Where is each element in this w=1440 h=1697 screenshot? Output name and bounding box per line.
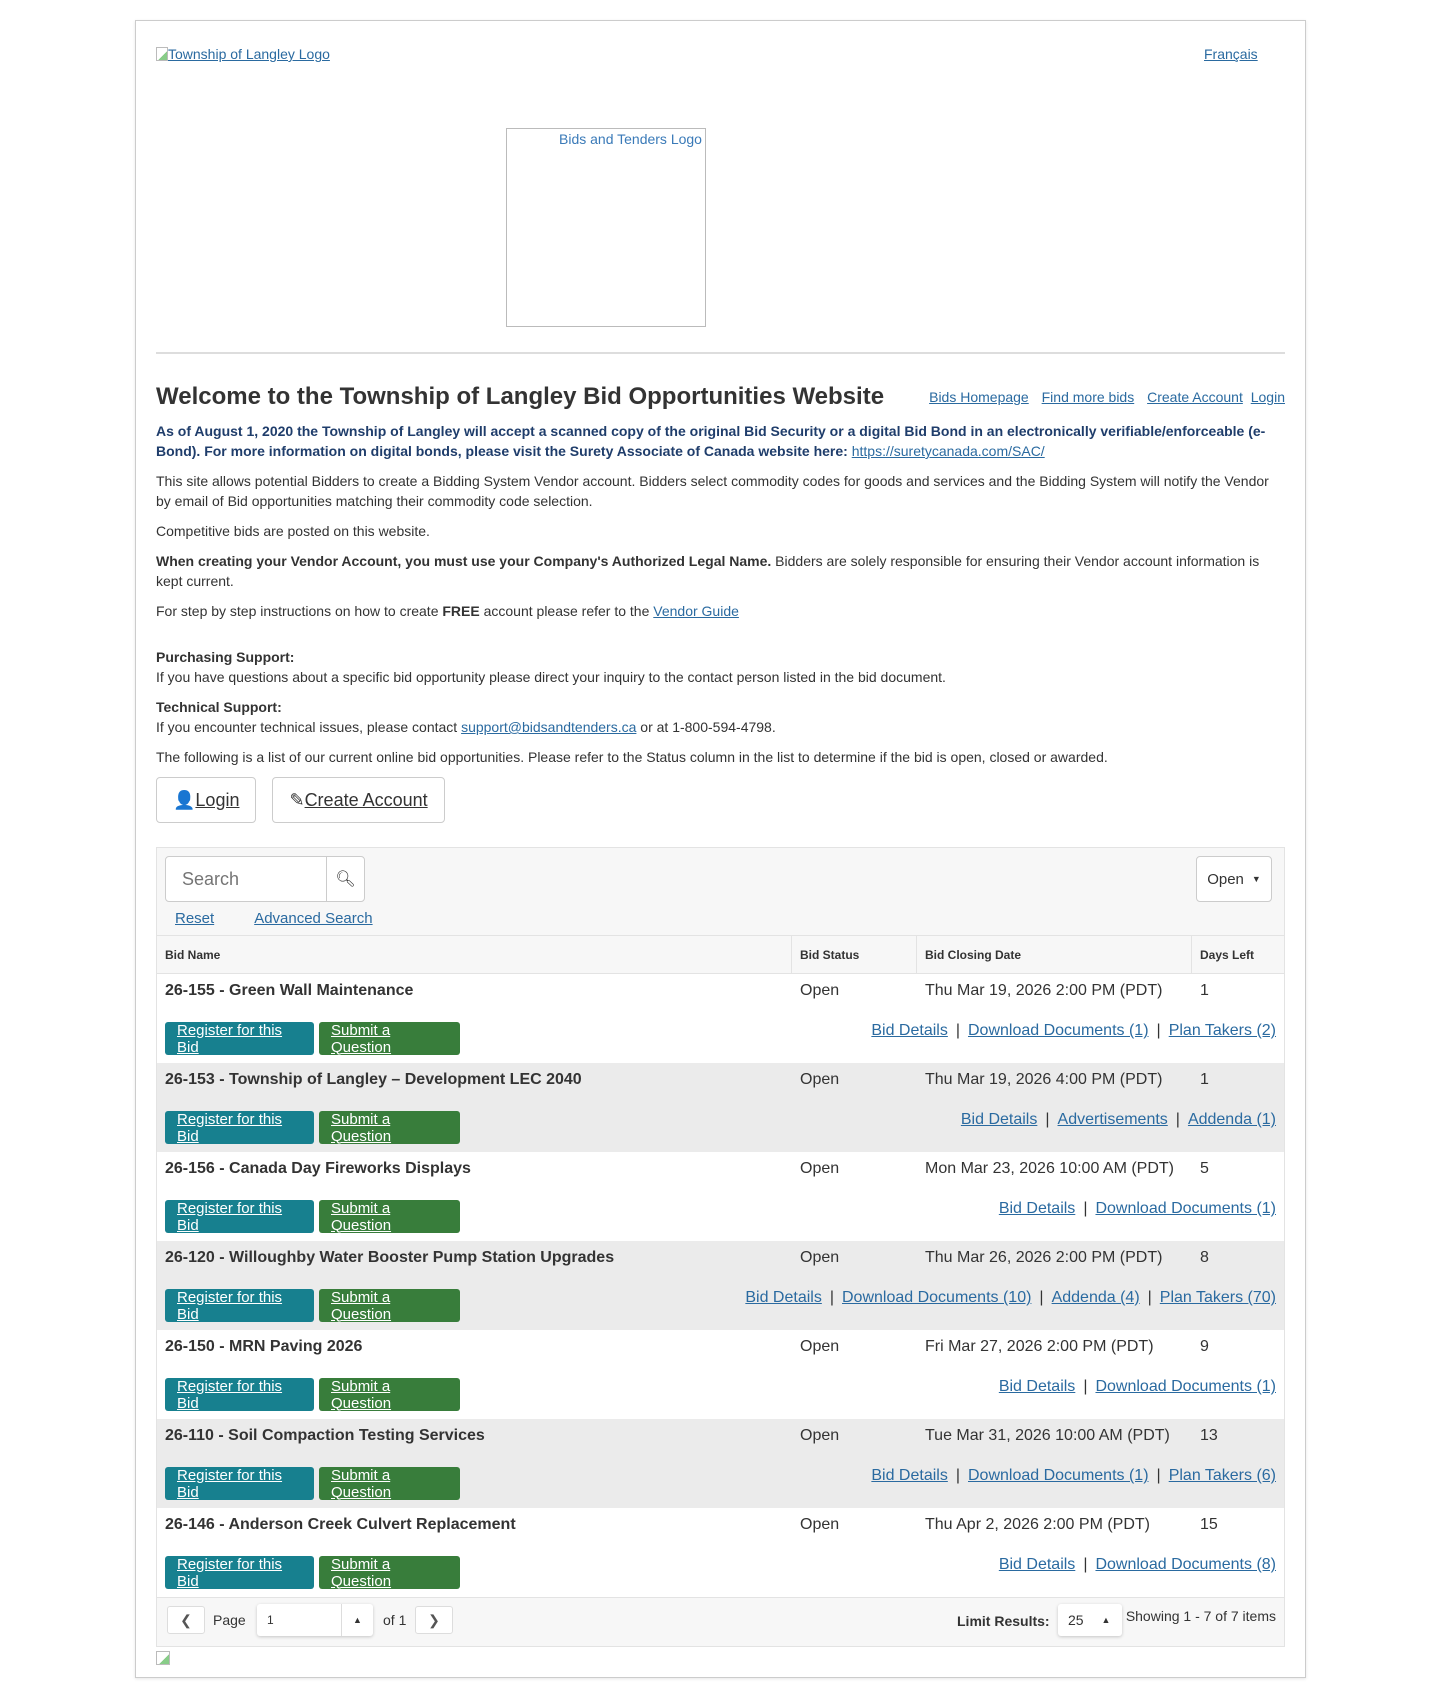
bid-status: Open bbox=[800, 1249, 840, 1266]
table-row bbox=[157, 1152, 1284, 1241]
bid-name: 26-150 - MRN Paving 2026 bbox=[165, 1338, 363, 1355]
broken-image-icon bbox=[156, 1651, 170, 1665]
separator: | bbox=[1156, 1467, 1161, 1484]
register-bid-button[interactable]: Register for this Bid bbox=[165, 1111, 314, 1144]
separator: | bbox=[955, 1022, 960, 1039]
bid-name: 26-155 - Green Wall Maintenance bbox=[165, 982, 414, 999]
row-link[interactable]: Download Documents (1) bbox=[968, 1022, 1149, 1039]
top-nav bbox=[920, 387, 1285, 407]
row-link[interactable]: Download Documents (10) bbox=[842, 1289, 1032, 1306]
row-link[interactable]: Bid Details bbox=[745, 1289, 822, 1306]
ebond-notice: As of August 1, 2020 the Township of Langley will accept a scanned copy of the original Bid Security or a digital Bid Bond in an electronically verifiable/enforceable (e-Bond). For more information on digital bonds, please visit the Surety Associate of Canada website here: https://suretycanada.com/SAC/ bbox=[156, 423, 1266, 459]
bid-status: Open bbox=[800, 1516, 840, 1533]
vendor-guide-link[interactable]: Vendor Guide bbox=[653, 603, 739, 619]
bid-closing-date: Thu Apr 2, 2026 2:00 PM (PDT) bbox=[925, 1516, 1150, 1533]
register-bid-button[interactable]: Register for this Bid bbox=[165, 1200, 314, 1233]
language-link-francais[interactable]: Français bbox=[1204, 46, 1258, 62]
chevron-left-icon: ❮ bbox=[180, 1611, 192, 1628]
row-link[interactable]: Download Documents (1) bbox=[1095, 1200, 1276, 1217]
bid-name: 26-153 - Township of Langley – Development LEC 2040 bbox=[165, 1071, 582, 1088]
surety-canada-link[interactable]: https://suretycanada.com/SAC/ bbox=[851, 443, 1045, 459]
row-link[interactable]: Plan Takers (70) bbox=[1159, 1289, 1276, 1306]
row-link[interactable]: Bid Details bbox=[871, 1022, 948, 1039]
row-link[interactable]: Bid Details bbox=[998, 1378, 1076, 1395]
bid-closing-date: Tue Mar 31, 2026 10:00 AM (PDT) bbox=[925, 1427, 1170, 1444]
bid-links bbox=[999, 1200, 1276, 1218]
row-link[interactable]: Plan Takers (6) bbox=[1168, 1467, 1276, 1484]
days-left: 8 bbox=[1200, 1249, 1209, 1266]
bid-name: 26-156 - Canada Day Fireworks Displays bbox=[165, 1160, 471, 1177]
vendor-guide-text: For step by step instructions on how to create FREE account please refer to the Vendor Guide bbox=[156, 603, 739, 619]
days-left: 5 bbox=[1200, 1160, 1209, 1177]
caret-up-icon: ▲ bbox=[353, 1615, 362, 1625]
days-left: 9 bbox=[1200, 1338, 1209, 1355]
separator: | bbox=[1175, 1111, 1180, 1128]
register-bid-button[interactable]: Register for this Bid bbox=[165, 1378, 314, 1411]
bid-links bbox=[871, 1022, 1276, 1040]
row-link[interactable]: Bid Details bbox=[871, 1467, 948, 1484]
separator: | bbox=[1147, 1289, 1152, 1306]
bids-and-tenders-logo: Bids and Tenders Logo bbox=[506, 128, 706, 327]
page-title: Welcome to the Township of Langley Bid Opportunities Website bbox=[156, 383, 885, 410]
broken-image-icon bbox=[156, 47, 168, 61]
days-left: 13 bbox=[1200, 1427, 1218, 1444]
vendor-account-note: When creating your Vendor Account, you must use your Company's Authorized Legal Name. Bidders are solely responsible for ensuring their Vendor account information is kept current. bbox=[156, 553, 1260, 589]
separator: | bbox=[1083, 1378, 1088, 1395]
limit-results-label: Limit Results: bbox=[957, 1613, 1050, 1629]
bid-status: Open bbox=[800, 1071, 840, 1088]
register-bid-button[interactable]: Register for this Bid bbox=[165, 1022, 314, 1055]
separator: | bbox=[1039, 1289, 1044, 1306]
column-bid-status[interactable]: Bid Status bbox=[792, 936, 917, 973]
list-intro-text: The following is a list of our current online bid opportunities. Please refer to the Status column in the list to determine if the bid is open, closed or awarded. bbox=[156, 749, 1108, 765]
search-button[interactable] bbox=[326, 857, 364, 901]
days-left: 1 bbox=[1200, 982, 1209, 999]
separator: | bbox=[1083, 1556, 1088, 1573]
submit-question-button[interactable]: Submit a Question bbox=[319, 1467, 460, 1500]
bid-status: Open bbox=[800, 1427, 840, 1444]
register-bid-button[interactable]: Register for this Bid bbox=[165, 1556, 314, 1589]
table-row bbox=[157, 1063, 1284, 1152]
page-input[interactable]: 1 ▲ bbox=[257, 1604, 373, 1636]
bid-closing-date: Thu Mar 26, 2026 2:00 PM (PDT) bbox=[925, 1249, 1163, 1266]
bid-links bbox=[871, 1467, 1276, 1485]
row-link[interactable]: Bid Details bbox=[998, 1200, 1076, 1217]
column-closing-date[interactable]: Bid Closing Date bbox=[917, 936, 1192, 973]
bid-closing-date: Fri Mar 27, 2026 2:00 PM (PDT) bbox=[925, 1338, 1154, 1355]
intro-section bbox=[156, 379, 1285, 823]
prev-page-button[interactable] bbox=[167, 1606, 205, 1634]
page-count: of 1 bbox=[383, 1612, 407, 1628]
bid-closing-date: Thu Mar 19, 2026 2:00 PM (PDT) bbox=[925, 982, 1163, 999]
column-bid-name[interactable]: Bid Name bbox=[157, 936, 792, 973]
bid-name: 26-120 - Willoughby Water Booster Pump Station Upgrades bbox=[165, 1249, 615, 1266]
submit-question-button[interactable]: Submit a Question bbox=[319, 1111, 460, 1144]
table-header bbox=[157, 935, 1284, 974]
separator: | bbox=[829, 1289, 834, 1306]
search-icon: 🔍︎ bbox=[335, 871, 356, 888]
bid-closing-date: Mon Mar 23, 2026 10:00 AM (PDT) bbox=[925, 1160, 1174, 1177]
search-input[interactable] bbox=[166, 857, 326, 901]
register-bid-button[interactable]: Register for this Bid bbox=[165, 1289, 314, 1322]
row-link[interactable]: Plan Takers (2) bbox=[1168, 1022, 1276, 1039]
submit-question-button[interactable]: Submit a Question bbox=[319, 1022, 460, 1055]
support-email-link[interactable]: support@bidsandtenders.ca bbox=[461, 719, 637, 735]
table-row bbox=[157, 1419, 1284, 1508]
reset-link[interactable]: Reset bbox=[175, 910, 215, 927]
submit-question-button[interactable]: Submit a Question bbox=[319, 1289, 460, 1322]
row-link[interactable]: Download Documents (1) bbox=[1095, 1378, 1276, 1395]
submit-question-button[interactable]: Submit a Question bbox=[319, 1200, 460, 1233]
create-account-link[interactable]: Create Account bbox=[1147, 389, 1243, 405]
township-of-langley-logo[interactable]: Township of Langley Logo bbox=[156, 46, 330, 62]
row-link[interactable]: Addenda (1) bbox=[1187, 1111, 1276, 1128]
separator: | bbox=[1045, 1111, 1050, 1128]
days-left: 1 bbox=[1200, 1071, 1209, 1088]
separator: | bbox=[1083, 1200, 1088, 1217]
days-left: 15 bbox=[1200, 1516, 1218, 1533]
user-icon: 👤 bbox=[173, 790, 196, 810]
caret-up-icon: ▲ bbox=[1101, 1615, 1111, 1625]
submit-question-button[interactable]: Submit a Question bbox=[319, 1556, 460, 1589]
table-row bbox=[157, 1241, 1284, 1330]
row-link[interactable]: Addenda (4) bbox=[1051, 1289, 1140, 1306]
caret-down-icon: ▼ bbox=[1251, 874, 1261, 884]
row-link[interactable]: Advertisements bbox=[1057, 1111, 1168, 1128]
bid-links bbox=[999, 1556, 1276, 1574]
separator: | bbox=[1156, 1022, 1161, 1039]
table-row bbox=[157, 1330, 1284, 1419]
bid-links bbox=[961, 1111, 1276, 1129]
bid-closing-date: Thu Mar 19, 2026 4:00 PM (PDT) bbox=[925, 1071, 1163, 1088]
find-more-bids-link[interactable]: Find more bids bbox=[1041, 389, 1135, 405]
bid-links bbox=[999, 1378, 1276, 1396]
bid-status: Open bbox=[800, 1160, 840, 1177]
row-link[interactable]: Bid Details bbox=[960, 1111, 1038, 1128]
table-row bbox=[157, 1508, 1284, 1597]
row-link[interactable]: Bid Details bbox=[998, 1556, 1076, 1573]
bid-table bbox=[156, 847, 1285, 1647]
page-frame bbox=[135, 20, 1306, 1678]
pagination bbox=[157, 1597, 1284, 1646]
separator: | bbox=[955, 1467, 960, 1484]
create-account-button[interactable]: ✎ Create Account bbox=[272, 777, 444, 823]
intro-paragraph: This site allows potential Bidders to create a Bidding System Vendor account. Bidders select commodity codes for goods and services and the Bidding System will notify the Vendor by email of Bid opportunities matching their commodity code selection. bbox=[156, 473, 1269, 509]
bid-status: Open bbox=[800, 1338, 840, 1355]
status-filter-dropdown[interactable]: Open ▼ bbox=[1196, 856, 1272, 902]
showing-count: Showing 1 - 7 of 7 items bbox=[1125, 1608, 1276, 1624]
next-page-button[interactable] bbox=[415, 1606, 453, 1634]
row-link[interactable]: Download Documents (1) bbox=[968, 1467, 1149, 1484]
search-box bbox=[165, 856, 365, 902]
bid-name: 26-146 - Anderson Creek Culvert Replacement bbox=[165, 1516, 516, 1533]
bid-status: Open bbox=[800, 982, 840, 999]
advanced-search-link[interactable]: Advanced Search bbox=[254, 910, 373, 927]
row-link[interactable]: Download Documents (8) bbox=[1095, 1556, 1276, 1573]
technical-support: Technical Support: If you encounter technical issues, please contact support@bidsandtenders.ca or at 1-800-594-4798. bbox=[156, 699, 776, 735]
divider bbox=[156, 352, 1285, 354]
edit-icon: ✎ bbox=[289, 790, 305, 810]
login-button[interactable]: 👤 Login bbox=[156, 777, 256, 823]
bid-name: 26-110 - Soil Compaction Testing Services bbox=[165, 1427, 485, 1444]
purchasing-support: Purchasing Support: If you have questions about a specific bid opportunity please direct your inquiry to the contact person listed in the bid document. bbox=[156, 649, 946, 685]
page-spinner[interactable] bbox=[341, 1604, 373, 1636]
login-link[interactable]: Login bbox=[1250, 389, 1285, 405]
submit-question-button[interactable]: Submit a Question bbox=[319, 1378, 460, 1411]
bid-links bbox=[745, 1289, 1276, 1307]
bids-homepage-link[interactable]: Bids Homepage bbox=[929, 389, 1029, 405]
page-label: Page bbox=[213, 1612, 246, 1628]
table-row bbox=[157, 974, 1284, 1063]
column-days-left[interactable]: Days Left bbox=[1200, 947, 1255, 962]
chevron-right-icon: ❯ bbox=[428, 1611, 440, 1628]
competitive-bids-text: Competitive bids are posted on this website. bbox=[156, 523, 430, 539]
register-bid-button[interactable]: Register for this Bid bbox=[165, 1467, 314, 1500]
limit-results-select[interactable]: 25 ▲ bbox=[1058, 1604, 1122, 1636]
